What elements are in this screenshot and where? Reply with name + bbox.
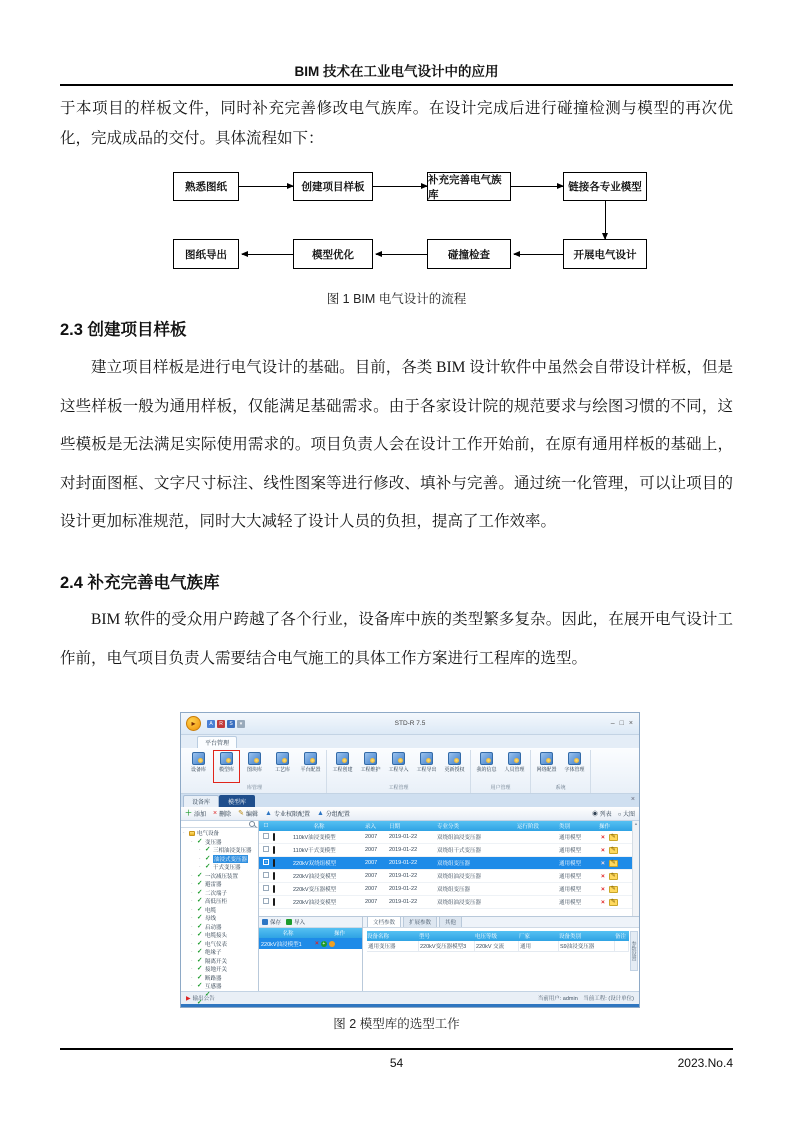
device-tree — [181, 828, 258, 1008]
view-large-radio[interactable]: ○ 大图 — [618, 809, 635, 818]
ribbon-button-icon — [448, 752, 461, 765]
tree-node-icon — [197, 924, 203, 930]
table-scrollbar[interactable]: ▲ — [632, 821, 639, 916]
model-thumbnail — [273, 846, 275, 854]
ribbon-group-label: 系统 — [555, 785, 566, 791]
tree-node-icon — [197, 966, 203, 972]
model-grid-wrap — [259, 821, 639, 991]
model-thumbnail — [273, 833, 275, 841]
parameter-tab[interactable]: 文档参数 — [367, 916, 401, 927]
app-bottom-bar — [181, 1004, 639, 1007]
arrow-down-icon — [605, 201, 606, 239]
ribbon-button-icon — [192, 752, 205, 765]
tree-item[interactable]: · ✓ 二次端子 — [181, 889, 258, 898]
tree-twisty-icon: · — [191, 966, 193, 973]
ribbon-button-icon — [420, 752, 433, 765]
add-button[interactable]: ＋ 添加 — [185, 810, 207, 818]
parameter-panel — [363, 917, 639, 991]
header-rule — [60, 84, 733, 86]
tree-node-icon — [197, 983, 203, 989]
ribbon-group-label: 库管理 — [246, 785, 262, 791]
app-titlebar — [181, 713, 639, 735]
mini-list-row[interactable]: 220kV油浸模型1 × + — [259, 938, 362, 949]
flow-step-5: 开展电气设计 — [563, 239, 647, 269]
tree-twisty-icon: · — [191, 906, 193, 913]
qat-button-2[interactable]: R — [217, 720, 225, 728]
tree-twisty-icon: · — [191, 949, 193, 956]
edit-row-icon[interactable]: ✎ — [610, 859, 616, 866]
tree-node-icon — [197, 881, 203, 887]
app-window-title: STD-R 7.5 — [394, 720, 426, 727]
app-status-bar — [181, 991, 639, 1004]
qat-button-1[interactable]: A — [207, 720, 215, 728]
edit-button[interactable]: ✎ 编辑 — [238, 810, 259, 818]
x-icon: × — [213, 810, 218, 817]
status-right-text: 当前用户: admin 当前工程: (设计单位) — [537, 996, 634, 1002]
status-left-text: 输出公告 — [192, 996, 215, 1002]
side-strip-label[interactable]: 参数设置 — [630, 931, 638, 971]
app-menu-orb-button[interactable]: ▸ — [186, 716, 201, 731]
tree-twisty-icon: · — [191, 983, 193, 990]
arrow-right-icon — [511, 186, 563, 187]
ribbon-button[interactable]: 更新授权 — [441, 750, 468, 783]
parameter-tab[interactable]: 扩展参数 — [403, 916, 437, 927]
tree-node-icon — [197, 958, 203, 964]
model-thumbnail — [273, 885, 275, 893]
model-table-body — [259, 831, 632, 909]
ribbon-tab-platform[interactable]: 平台管理 — [197, 736, 237, 748]
ribbon-button-icon — [304, 752, 317, 765]
import-icon — [286, 919, 292, 925]
model-table-header: ☐ 名称 录入 日期 专业分类 运行阶段 类别 操作 — [259, 821, 632, 831]
tree-item[interactable]: · ✓ 油浸式变压器 — [181, 855, 258, 864]
ribbon-button[interactable]: 工程维护 — [357, 750, 384, 783]
parameter-table-header: 设备名称 型号 电压等级 厂家 设备类别 备注 — [367, 931, 629, 941]
ribbon-button[interactable]: 网络配置 — [533, 750, 560, 783]
ribbon-button[interactable]: 模型库 — [213, 750, 240, 783]
maximize-button[interactable]: □ — [619, 720, 624, 727]
row-checkbox[interactable] — [263, 872, 269, 878]
tree-node-icon — [197, 898, 203, 904]
delete-row-icon[interactable]: × — [601, 833, 605, 841]
figure1-caption: 图 1 BIM 电气设计的流程 — [326, 292, 467, 306]
flow-step-3: 补充完善电气族库 — [427, 172, 511, 201]
qat-dropdown-icon[interactable]: ▾ — [237, 720, 245, 728]
delete-row-icon[interactable]: × — [601, 859, 605, 867]
ribbon-group — [531, 750, 591, 793]
edit-row-icon[interactable]: ✎ — [610, 898, 616, 905]
tree-item[interactable]: · ✓ 接地开关 — [181, 965, 258, 974]
save-button[interactable]: 保存 — [262, 918, 281, 926]
panel-close-icon[interactable]: × — [630, 796, 635, 803]
delete-row-icon[interactable]: × — [601, 898, 605, 906]
tree-twisty-icon: · — [199, 847, 201, 854]
tree-item[interactable]: · ✓ 变压器 — [181, 838, 258, 847]
flow-step-7: 模型优化 — [293, 239, 373, 269]
std-r-app-window — [180, 712, 640, 1008]
row-checkbox[interactable] — [263, 885, 269, 891]
ribbon-group — [471, 750, 531, 793]
model-table — [259, 821, 632, 916]
ribbon-button-icon — [568, 752, 581, 765]
select-all-checkbox[interactable]: ☐ — [263, 823, 269, 829]
tree-node-icon — [197, 941, 203, 947]
intro-paragraph: 于本项目的样板文件，同时补充完善修改电气族库。在设计完成后进行碰撞检测与模型的再次优化，完成成品的交付。具体流程如下： — [60, 100, 733, 147]
tree-node-icon — [205, 856, 211, 862]
section-body-2-3: 建立项目样板是进行电气设计的基础。目前，各类 BIM 设计软件中虽然会自带设计样板，但是这些样板一般为通用样板，仅能满足基础需求。由于各家设计院的规范要求与绘图习惯的不同，这些模板是无法满足实际使用需求的。项目负责人会在设计工作开始前，在原有通用样板的基础上，对封面图框、文字尺寸标注、线性图案等进行修改、填补与完善。通过统一化管理，可以让项目的设计更加标准规范，同时大大减轻了设计人员的负担，提高了工作效率。 — [60, 359, 733, 530]
tree-twisty-icon: · — [191, 974, 193, 981]
ribbon-button-icon — [220, 752, 233, 765]
table-row[interactable]: 110kV油浸变模型 2007 2019-01-22 双绕组油浸变压器 通用模型 × ✎ — [259, 831, 632, 844]
arrow-left-icon — [514, 254, 563, 255]
ribbon — [181, 748, 639, 794]
tree-item[interactable]: · ✓ 一次减压装置 — [181, 872, 258, 881]
edit-row-icon[interactable]: ✎ — [610, 872, 616, 879]
ribbon-button[interactable]: 工程创建 — [329, 750, 356, 783]
tree-search-box[interactable] — [181, 821, 258, 828]
library-tab-strip — [181, 794, 639, 807]
tree-item[interactable]: · ✓ 高低压柜 — [181, 897, 258, 906]
flow-step-4: 链接各专业模型 — [563, 172, 647, 201]
ribbon-button-icon — [480, 752, 493, 765]
tree-twisty-icon: · — [191, 872, 193, 879]
row-checkbox[interactable] — [263, 846, 269, 852]
issue-label: 2023.No.4 — [677, 1056, 733, 1070]
tree-item[interactable]: · ✓ 电缆接头 — [181, 931, 258, 940]
table-row[interactable]: 220kV油浸变模型 2007 2019-01-22 双绕组油浸变压器 通用模型 × ✎ — [259, 870, 632, 883]
tree-item[interactable]: · ✓ 互感器 — [181, 982, 258, 991]
parameter-tab[interactable]: 其他 — [439, 916, 462, 927]
tree-twisty-icon: · — [191, 898, 193, 905]
tree-twisty-icon: · — [191, 957, 193, 964]
edit-row-icon[interactable]: ✎ — [610, 846, 616, 853]
tree-node-icon — [197, 890, 203, 896]
tree-node-icon — [197, 975, 203, 981]
tree-item[interactable]: · ✓ 隔离开关 — [181, 957, 258, 966]
delete-row-icon[interactable]: × — [601, 846, 605, 854]
close-button[interactable]: × — [628, 720, 633, 727]
tree-item[interactable]: · ✓ 启动器 — [181, 923, 258, 932]
tree-twisty-icon: · — [191, 940, 193, 947]
tree-twisty-icon: · — [191, 889, 193, 896]
tree-item[interactable]: · ✓ 断路器 — [181, 974, 258, 983]
pencil-icon: ✎ — [238, 810, 244, 817]
search-icon — [249, 821, 255, 827]
mini-list-header: 名称 操作 — [259, 928, 362, 938]
ribbon-button-icon — [364, 752, 377, 765]
tree-twisty-icon: · — [199, 855, 201, 862]
detail-area — [259, 917, 639, 991]
ribbon-button-icon — [336, 752, 349, 765]
library-tab[interactable]: 模型库 — [219, 795, 255, 807]
tree-twisty-icon: · — [191, 932, 193, 939]
tree-node-icon — [205, 992, 211, 998]
edit-row-icon[interactable]: ✎ — [610, 885, 616, 892]
library-content — [181, 821, 639, 991]
footer-rule — [60, 1048, 733, 1050]
tree-node-icon — [197, 873, 203, 879]
tree-node-icon — [197, 932, 203, 938]
ribbon-button-icon — [276, 752, 289, 765]
table-row[interactable]: 110kV干式变模型 2007 2019-01-22 双绕组干式变压器 通用模型 × ✎ — [259, 844, 632, 857]
arrow-right-icon — [373, 186, 427, 187]
tree-item[interactable]: · ✓ 绝缘子 — [181, 948, 258, 957]
flow-step-1: 熟悉图纸 — [173, 172, 239, 201]
table-row[interactable]: 220kV油浸变模型 2007 2019-01-22 双绕组油浸变压器 通用模型 × ✎ — [259, 896, 632, 909]
tree-twisty-icon: · — [191, 838, 193, 845]
import-button[interactable]: 导入 — [286, 918, 305, 926]
delete-row-icon[interactable]: × — [601, 885, 605, 893]
section-heading-2-3: 2.3 创建项目样板 — [60, 321, 187, 339]
parameter-table — [367, 931, 629, 952]
ribbon-button[interactable]: 我的信息 — [473, 750, 500, 783]
ribbon-button-icon — [392, 752, 405, 765]
ribbon-group — [327, 750, 471, 793]
selected-model-list — [259, 917, 363, 991]
arrow-right-icon — [239, 186, 293, 187]
model-thumbnail — [273, 898, 275, 906]
view-list-radio[interactable]: ◉ 列表 — [592, 809, 612, 818]
permission-config-button[interactable]: ▲ 专业权限配置 — [265, 810, 310, 818]
section-heading-2-4: 2.4 补充完善电气族库 — [60, 574, 220, 592]
delete-row-icon[interactable]: × — [315, 940, 319, 947]
edit-row-icon[interactable]: ✎ — [610, 833, 616, 840]
section-body-2-4: BIM 软件的受众用户跨越了各个行业，设备库中族的类型繁多复杂。因此，在展开电气设计工作前，电气项目负责人需要结合电气施工的具体工作方案进行工程库的选型。 — [60, 611, 733, 667]
figure1-flowchart — [145, 165, 655, 283]
model-thumbnail — [273, 859, 275, 867]
device-tree-panel — [181, 821, 259, 991]
tree-twisty-icon: · — [191, 881, 193, 888]
ribbon-tab-strip — [181, 735, 639, 748]
ribbon-button[interactable]: 人员管理 — [501, 750, 528, 783]
figure2-caption: 图 2 模型库的选型工作 — [333, 1017, 460, 1031]
arrow-left-icon — [242, 254, 293, 255]
ribbon-button-icon — [508, 752, 521, 765]
tree-item[interactable]: · ✓ 三相油浸变压器 — [181, 846, 258, 855]
tree-item[interactable]: · ✓ 电缆 — [181, 906, 258, 915]
library-toolbar — [181, 807, 639, 821]
row-checkbox[interactable] — [263, 833, 269, 839]
model-thumbnail — [273, 872, 275, 880]
add-icon[interactable]: + — [322, 940, 326, 947]
tree-node-icon — [197, 949, 203, 955]
arrow-left-icon — [376, 254, 427, 255]
parameter-table-row[interactable]: 通用变压器 220kV变压器模型3 220kV 交流 通用 S9油浸变压器 — [367, 941, 629, 952]
minimize-button[interactable]: – — [610, 720, 615, 727]
table-row[interactable]: 220kV变压器模型 2007 2019-01-22 双绕组变压器 通用模型 × ✎ — [259, 883, 632, 896]
tree-item[interactable]: · ✓ 电气仪表 — [181, 940, 258, 949]
view-options — [592, 809, 635, 818]
ribbon-group-label: 工程管理 — [388, 785, 409, 791]
ribbon-button[interactable]: 工艺库 — [269, 750, 296, 783]
tree-twisty-icon: · — [191, 915, 193, 922]
tree-node-icon — [205, 864, 211, 870]
row-checkbox[interactable] — [263, 859, 269, 865]
page-number: 54 — [389, 1056, 404, 1070]
ribbon-button[interactable]: 字体管理 — [561, 750, 588, 783]
save-icon — [262, 919, 268, 925]
status-arrow-icon: ▶ — [186, 995, 191, 1002]
ribbon-button[interactable]: 图块库 — [241, 750, 268, 783]
table-row[interactable]: 220kV双绕组模型 2007 2019-01-22 双绕组变压器 通用模型 × ✎ — [259, 857, 632, 870]
model-table-area — [259, 821, 639, 917]
running-head-title: BIM 技术在工业电气设计中的应用 — [294, 64, 499, 79]
tree-node-icon — [205, 847, 211, 853]
confirm-icon[interactable] — [329, 941, 335, 947]
group-config-button[interactable]: ▲ 分组配置 — [316, 810, 350, 818]
plus-icon: ＋ — [185, 810, 192, 817]
ribbon-group-label: 用户管理 — [490, 785, 511, 791]
ribbon-button[interactable]: 设备库 — [185, 750, 212, 783]
mini-toolbar — [259, 917, 362, 928]
delete-row-icon[interactable]: × — [601, 872, 605, 880]
qat-button-3[interactable]: S — [227, 720, 235, 728]
flow-step-6: 碰撞检查 — [427, 239, 511, 269]
tree-node-icon — [197, 915, 203, 921]
ribbon-group — [183, 750, 327, 793]
tree-twisty-icon: · — [183, 830, 185, 837]
ribbon-button[interactable]: 工程导出 — [413, 750, 440, 783]
ribbon-button-icon — [248, 752, 261, 765]
tree-node-icon — [197, 907, 203, 913]
tree-node-icon — [189, 831, 195, 836]
ribbon-button[interactable]: 平台配置 — [297, 750, 324, 783]
tree-twisty-icon: · — [191, 923, 193, 930]
tree-item[interactable]: · ✓ 避雷器 — [181, 880, 258, 889]
library-tab[interactable]: 设备库 — [183, 795, 219, 807]
up-arrow-icon: ▲ — [316, 810, 324, 817]
flow-step-8: 图纸导出 — [173, 239, 239, 269]
up-arrow-icon: ▲ — [265, 810, 272, 817]
tree-node-icon — [197, 839, 203, 845]
tree-twisty-icon: · — [199, 864, 201, 871]
flow-step-2: 创建项目样板 — [293, 172, 373, 201]
row-checkbox[interactable] — [263, 898, 269, 904]
tree-item[interactable]: · ✓ 母线 — [181, 914, 258, 923]
tree-node-icon — [197, 1000, 203, 1006]
delete-button[interactable]: × 删除 — [213, 810, 232, 818]
ribbon-button-icon — [540, 752, 553, 765]
parameter-tabs — [363, 917, 639, 928]
ribbon-button[interactable]: 工程导入 — [385, 750, 412, 783]
tree-item[interactable]: · ✓ 干式变压器 — [181, 863, 258, 872]
tree-item[interactable]: · 电气设备 — [183, 830, 220, 838]
